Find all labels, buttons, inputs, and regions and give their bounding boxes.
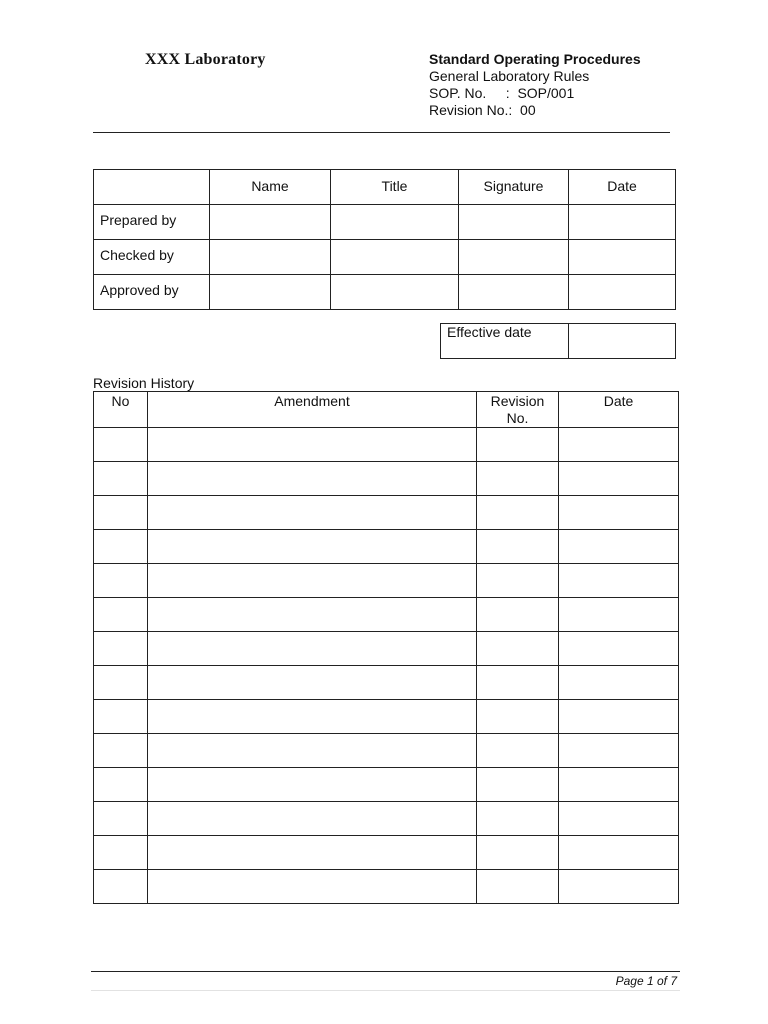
revision-cell[interactable] — [94, 428, 148, 462]
revision-cell[interactable] — [148, 734, 477, 768]
signoff-row-checked — [94, 240, 676, 275]
revision-cell[interactable] — [559, 870, 679, 904]
revision-row — [94, 734, 679, 768]
revision-row — [94, 836, 679, 870]
signoff-header-title: Title — [331, 170, 459, 205]
revision-row — [94, 598, 679, 632]
revision-row — [94, 700, 679, 734]
revision-header-revision-line2: No. — [506, 410, 529, 426]
revision-row — [94, 768, 679, 802]
revision-cell[interactable] — [559, 462, 679, 496]
signoff-cell[interactable] — [210, 275, 331, 310]
effective-date-label: Effective date — [441, 324, 569, 359]
document-header-info — [429, 51, 641, 119]
revision-cell[interactable] — [559, 700, 679, 734]
laboratory-name: XXX Laboratory — [145, 51, 266, 68]
revision-cell[interactable] — [559, 530, 679, 564]
revision-header-row — [94, 392, 679, 428]
signoff-row-label: Checked by — [94, 240, 210, 275]
signoff-cell[interactable] — [331, 275, 459, 310]
revision-cell[interactable] — [94, 768, 148, 802]
revision-cell[interactable] — [148, 802, 477, 836]
revision-cell[interactable] — [559, 836, 679, 870]
header-divider — [93, 132, 670, 133]
revision-row — [94, 462, 679, 496]
revision-cell[interactable] — [94, 564, 148, 598]
revision-cell[interactable] — [477, 870, 559, 904]
signoff-row-label: Prepared by — [94, 205, 210, 240]
document-title: General Laboratory Rules — [429, 68, 590, 84]
signoff-header-row — [94, 170, 676, 205]
revision-header-no: No — [94, 392, 148, 428]
revision-cell[interactable] — [94, 598, 148, 632]
revision-cell[interactable] — [477, 598, 559, 632]
revision-cell[interactable] — [148, 462, 477, 496]
revision-cell[interactable] — [94, 462, 148, 496]
revision-row — [94, 564, 679, 598]
revision-cell[interactable] — [477, 632, 559, 666]
revision-header-amendment: Amendment — [148, 392, 477, 428]
revision-cell[interactable] — [477, 428, 559, 462]
signoff-cell[interactable] — [331, 240, 459, 275]
revision-cell[interactable] — [148, 632, 477, 666]
revision-cell[interactable] — [559, 496, 679, 530]
revision-row — [94, 632, 679, 666]
revision-row — [94, 530, 679, 564]
revision-cell[interactable] — [477, 768, 559, 802]
signoff-row-label: Approved by — [94, 275, 210, 310]
revision-cell[interactable] — [148, 700, 477, 734]
revision-cell[interactable] — [559, 564, 679, 598]
signoff-row-approved — [94, 275, 676, 310]
footer-divider — [91, 971, 680, 972]
revision-cell[interactable] — [148, 530, 477, 564]
effective-date-value[interactable] — [569, 324, 676, 359]
effective-date-table — [440, 323, 676, 359]
revision-cell[interactable] — [559, 666, 679, 700]
revision-cell[interactable] — [148, 870, 477, 904]
signoff-cell[interactable] — [459, 275, 569, 310]
revision-cell[interactable] — [559, 734, 679, 768]
signoff-cell[interactable] — [210, 240, 331, 275]
revision-number: Revision No.: 00 — [429, 102, 536, 118]
revision-cell[interactable] — [559, 802, 679, 836]
footer-divider-light — [91, 990, 680, 991]
signoff-table — [93, 169, 676, 310]
revision-cell[interactable] — [477, 734, 559, 768]
revision-cell[interactable] — [477, 462, 559, 496]
revision-cell[interactable] — [559, 598, 679, 632]
revision-cell[interactable] — [148, 836, 477, 870]
signoff-header-date: Date — [569, 170, 676, 205]
revision-header-date: Date — [559, 392, 679, 428]
signoff-corner-cell — [94, 170, 210, 205]
signoff-cell[interactable] — [459, 240, 569, 275]
signoff-cell[interactable] — [331, 205, 459, 240]
revision-cell[interactable] — [477, 564, 559, 598]
signoff-cell[interactable] — [569, 205, 676, 240]
revision-header-revision-no — [477, 392, 559, 428]
revision-row — [94, 496, 679, 530]
signoff-cell[interactable] — [569, 275, 676, 310]
sop-number: SOP. No. : SOP/001 — [429, 85, 575, 101]
revision-cell[interactable] — [477, 700, 559, 734]
revision-cell[interactable] — [94, 666, 148, 700]
revision-cell[interactable] — [559, 768, 679, 802]
revision-cell[interactable] — [477, 530, 559, 564]
signoff-header-signature: Signature — [459, 170, 569, 205]
revision-cell[interactable] — [477, 496, 559, 530]
signoff-cell[interactable] — [569, 240, 676, 275]
revision-cell[interactable] — [148, 564, 477, 598]
revision-cell[interactable] — [94, 802, 148, 836]
revision-cell[interactable] — [148, 496, 477, 530]
signoff-cell[interactable] — [210, 205, 331, 240]
revision-cell[interactable] — [94, 734, 148, 768]
revision-cell[interactable] — [477, 836, 559, 870]
signoff-header-name: Name — [210, 170, 331, 205]
revision-cell[interactable] — [148, 666, 477, 700]
revision-history-title: Revision History — [93, 375, 195, 391]
revision-cell[interactable] — [148, 598, 477, 632]
signoff-row-prepared — [94, 205, 676, 240]
revision-cell[interactable] — [477, 666, 559, 700]
revision-history-table — [93, 391, 679, 904]
document-type: Standard Operating Procedures — [429, 51, 641, 67]
revision-row — [94, 870, 679, 904]
revision-cell[interactable] — [94, 836, 148, 870]
revision-row — [94, 666, 679, 700]
revision-cell[interactable] — [559, 428, 679, 462]
revision-cell[interactable] — [148, 428, 477, 462]
revision-cell[interactable] — [477, 802, 559, 836]
revision-row — [94, 802, 679, 836]
revision-cell[interactable] — [559, 632, 679, 666]
revision-cell[interactable] — [94, 700, 148, 734]
revision-cell[interactable] — [94, 870, 148, 904]
revision-cell[interactable] — [148, 768, 477, 802]
page-number: Page 1 of 7 — [615, 974, 677, 988]
revision-cell[interactable] — [94, 530, 148, 564]
revision-row — [94, 428, 679, 462]
revision-cell[interactable] — [94, 632, 148, 666]
revision-cell[interactable] — [94, 496, 148, 530]
signoff-cell[interactable] — [459, 205, 569, 240]
revision-header-revision-line1: Revision — [490, 393, 545, 409]
